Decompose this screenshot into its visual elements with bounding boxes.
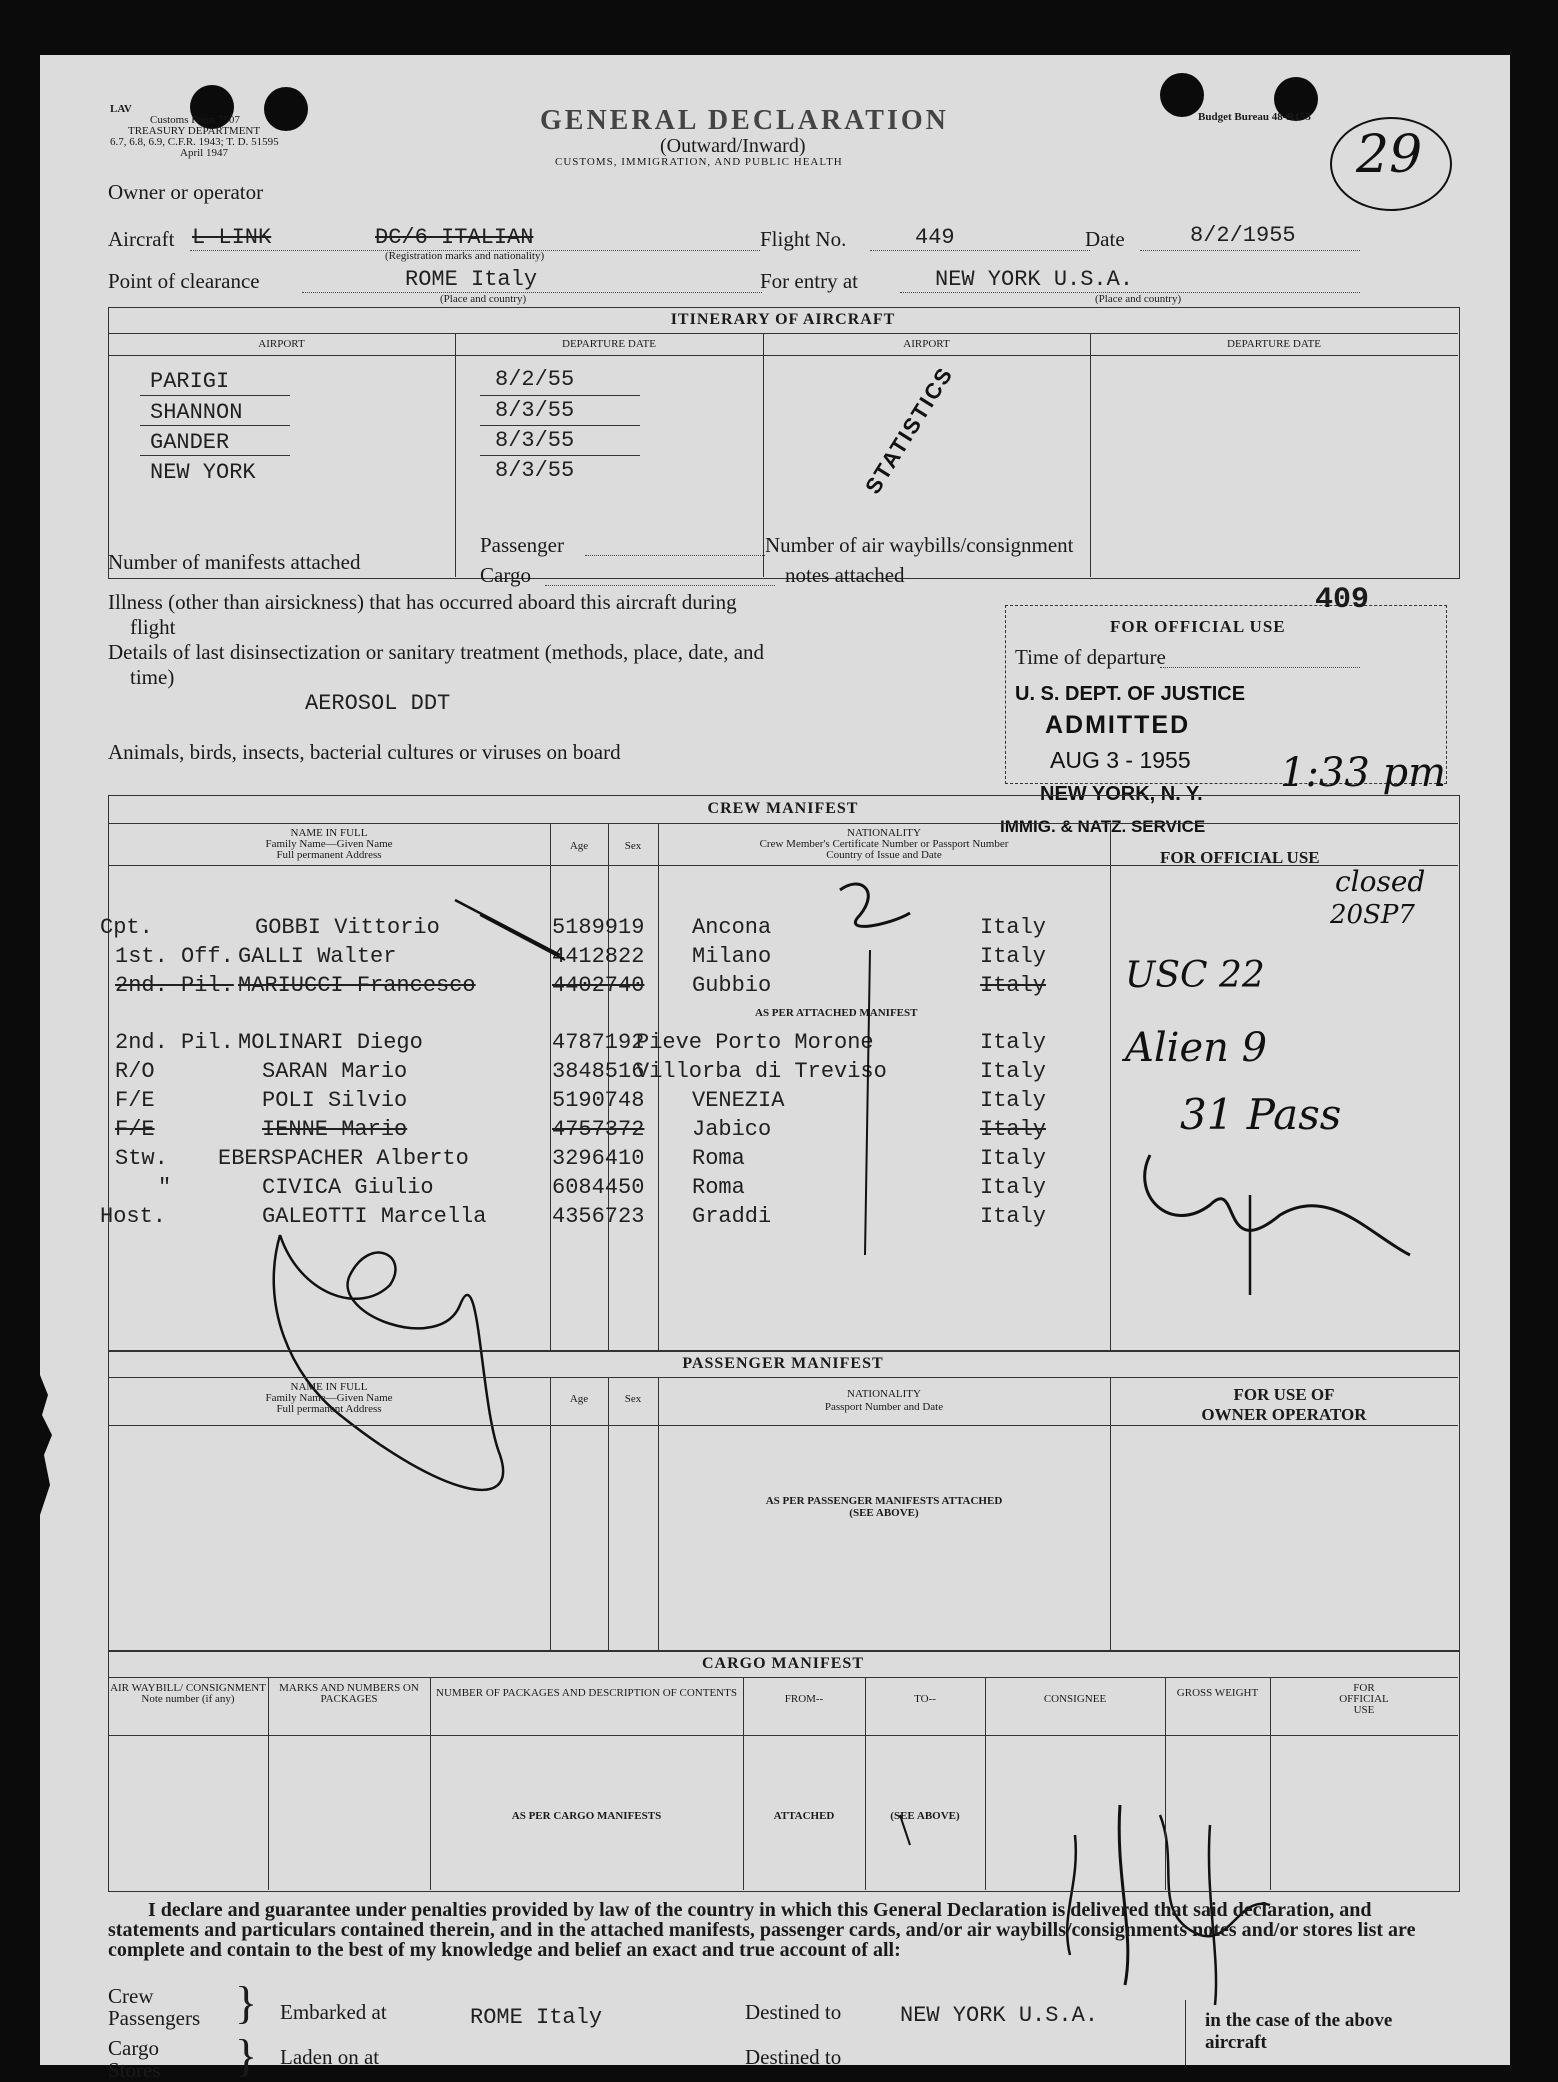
date-label: Date (1085, 227, 1125, 251)
laden-label: Laden on at (280, 2045, 380, 2069)
cargo-header-consignee: CONSIGNEE (1043, 1693, 1107, 1705)
crew-name: CIVICA Giulio (262, 1175, 434, 1200)
clearance-value: ROME Italy (405, 267, 538, 292)
itinerary-header-airport-2: AIRPORT (903, 338, 950, 350)
itinerary-date: 8/3/55 (495, 458, 575, 483)
embarked-value: ROME Italy (470, 2005, 603, 2030)
cargo-header-from: FROM-- (784, 1693, 824, 1705)
circled-number: 29 (1356, 125, 1423, 185)
passenger-header-age: Age (569, 1393, 589, 1405)
declaration-group-labels-2: Cargo Stores (108, 2036, 161, 2082)
crew-number: 4787192 (552, 1030, 645, 1055)
crew-nationality: Italy (980, 944, 1047, 969)
brace-icon: } (235, 1977, 258, 2028)
crew-number: 3848516 (552, 1059, 645, 1084)
disinsect-label: Details of last disinsectization or sanitary treatment (methods, place, date, and (108, 640, 765, 664)
crew-number: 3296410 (552, 1146, 645, 1171)
crew-city: Graddi (692, 1204, 772, 1229)
disinsect-label-2: time) (130, 665, 175, 689)
itinerary-date: 8/2/55 (495, 367, 575, 392)
crew-nationality: Italy (980, 1030, 1047, 1055)
crew-name: MARIUCCI Francesco (238, 973, 476, 998)
brace-icon: } (235, 2030, 258, 2081)
case-text: in the case of the above aircraft (1205, 2010, 1393, 2053)
form-id: Customs Form 7507 TREASURY DEPARTMENT 6.7, 6.8, 6.9, C.F.R. 1943; T. D. 51595 April 1947 (110, 114, 279, 159)
embarked-label: Embarked at (280, 2000, 387, 2024)
stamp-city: NEW YORK, N. Y. (1040, 783, 1203, 805)
owner-label: Owner or operator (108, 180, 264, 204)
crew-city: Villorba di Treviso (636, 1059, 887, 1084)
aircraft-value: L-LINK (192, 225, 272, 250)
crew-role: R/O (115, 1059, 155, 1084)
crew-name: POLI Silvio (262, 1088, 408, 1113)
entry-label: For entry at (760, 269, 858, 293)
passenger-header-nationality: NATIONALITY Passport Number and Date (824, 1388, 944, 1413)
cargo-as-per: AS PER CARGO MANIFESTS (511, 1810, 662, 1822)
hand-note: USC 22 (1125, 955, 1265, 996)
crew-city: Jabico (692, 1117, 772, 1142)
crew-nationality: Italy (980, 1117, 1047, 1142)
crew-city: Roma (692, 1175, 745, 1200)
form-title: GENERAL DECLARATION (540, 105, 949, 136)
cargo-header-weight: GROSS WEIGHT (1176, 1687, 1259, 1699)
form-subtitle: (Outward/Inward) (660, 135, 806, 157)
crew-name: GALEOTTI Marcella (262, 1204, 487, 1229)
itinerary-airport: PARIGI (150, 369, 230, 394)
clearance-label: Point of clearance (108, 269, 260, 293)
crew-number: 5189919 (552, 915, 645, 940)
destined-value: NEW YORK U.S.A. (900, 2003, 1099, 2028)
cargo-header-marks: MARKS AND NUMBERS ON PACKAGES (279, 1682, 419, 1705)
declaration-text: I declare and guarantee under penalties provided by law of the country in which this General Declaration is delivered that said declaration, and statements and particulars contained therein, and in the attached manifests, passenger cards, and/or air waybills/consignments notes and/or stores list are complete and contain to the best of my knowledge and belief an exact and true account of all: (108, 1899, 1416, 1961)
manifests-label: Number of manifests attached (108, 550, 361, 574)
crew-header-official: FOR OFFICIAL USE (1160, 848, 1320, 867)
itinerary-header-date: DEPARTURE DATE (562, 338, 656, 350)
crew-city: Roma (692, 1146, 745, 1171)
crew-nationality: Italy (980, 1204, 1047, 1229)
torn-edge (40, 1375, 80, 1515)
cargo-label: Cargo (480, 563, 531, 587)
itinerary-date: 8/3/55 (495, 428, 575, 453)
crew-title: CREW MANIFEST (707, 800, 859, 817)
aircraft-note: (Registration marks and nationality) (385, 250, 545, 262)
cargo-header-official: FOR OFFICIAL USE (1339, 1682, 1389, 1716)
crew-nationality: Italy (980, 1146, 1047, 1171)
document-page (40, 55, 1510, 2082)
cargo-attached: ATTACHED (773, 1810, 835, 1822)
handwritten-time: 1:33 pm (1280, 750, 1447, 796)
crew-role: Host. (100, 1204, 167, 1229)
crew-number: 4757372 (552, 1117, 645, 1142)
crew-number: 5190748 (552, 1088, 645, 1113)
crew-number: 6084450 (552, 1175, 645, 1200)
hand-note: 31 Pass (1180, 1090, 1342, 1139)
hand-note: closed (1335, 865, 1426, 898)
crew-role: 2nd. Pil. (115, 973, 234, 998)
crew-city: Milano (692, 944, 772, 969)
stamp-date: AUG 3 - 1955 (1050, 747, 1191, 773)
crew-role: F/E (115, 1117, 155, 1142)
crew-name: EBERSPACHER Alberto (218, 1146, 469, 1171)
form-subtitle-2: CUSTOMS, IMMIGRATION, AND PUBLIC HEALTH (555, 156, 843, 168)
crew-number: 4402740 (552, 973, 645, 998)
destined-label-2: Destined to (745, 2045, 842, 2069)
crew-nationality: Italy (980, 1175, 1047, 1200)
crew-name: GALLI Walter (238, 944, 397, 969)
cargo-see-above: (SEE ABOVE) (890, 1810, 960, 1822)
crew-nationality: Italy (980, 1088, 1047, 1113)
illness-label: Illness (other than airsickness) that has occurred aboard this aircraft during (108, 590, 737, 614)
crew-role: " (158, 1175, 172, 1200)
passenger-header-owner: FOR USE OF OWNER OPERATOR (1201, 1385, 1367, 1424)
cargo-header-to: TO-- (914, 1693, 936, 1705)
crew-name: MOLINARI Diego (238, 1030, 423, 1055)
notes-attached-label: notes attached (785, 563, 905, 587)
entry-value: NEW YORK U.S.A. (935, 267, 1134, 292)
passenger-title: PASSENGER MANIFEST (682, 1355, 884, 1372)
official-title: FOR OFFICIAL USE (1110, 617, 1286, 636)
crew-name: GOBBI Vittorio (255, 915, 440, 940)
crew-city: Gubbio (692, 973, 772, 998)
crew-as-per: AS PER ATTACHED MANIFEST (755, 1007, 918, 1019)
itinerary-date: 8/3/55 (495, 398, 575, 423)
itinerary-airport: NEW YORK (150, 460, 256, 485)
stamp-admitted: ADMITTED (1045, 711, 1191, 739)
crew-number: 4356723 (552, 1204, 645, 1229)
destined-label: Destined to (745, 2000, 842, 2024)
stamp-service: IMMIG. & NATZ. SERVICE (1000, 817, 1206, 836)
crew-role: 2nd. Pil. (115, 1030, 234, 1055)
hand-note: Alien 9 (1125, 1025, 1268, 1071)
crew-city: VENEZIA (692, 1088, 785, 1113)
crew-nationality: Italy (980, 1059, 1047, 1084)
declaration-group-labels: Crew Passengers (108, 1984, 201, 2030)
crew-header-age: Age (569, 840, 589, 852)
cargo-title: CARGO MANIFEST (701, 1655, 864, 1672)
official-number: 409 (1315, 583, 1370, 617)
itinerary-header-date-2: DEPARTURE DATE (1227, 338, 1321, 350)
crew-city: Ancona (692, 915, 772, 940)
crew-name: IENNE Mario (262, 1117, 408, 1142)
passenger-label: Passenger (480, 533, 564, 557)
itinerary-airport: SHANNON (150, 400, 243, 425)
crew-nationality: Italy (980, 973, 1047, 998)
illness-label-2: flight (130, 615, 176, 639)
departure-label: Time of departure (1015, 645, 1166, 669)
crew-role: Stw. (115, 1146, 168, 1171)
crew-role: 1st. Off. (115, 944, 234, 969)
waybills-label: Number of air waybills/consignment (765, 533, 1074, 557)
statistics-stamp: STATISTICS (860, 361, 959, 499)
crew-nationality: Italy (980, 915, 1047, 940)
animals-label: Animals, birds, insects, bacterial cultures or viruses on board (108, 740, 621, 764)
crew-header-sex: Sex (624, 840, 642, 852)
hand-note: 20SP7 (1330, 900, 1415, 930)
itinerary-airport: GANDER (150, 430, 230, 455)
itinerary-header-airport: AIRPORT (258, 338, 305, 350)
crew-header-nationality: NATIONALITY Crew Member's Certificate Number or Passport Number Country of Issue and Date (759, 827, 1009, 861)
crew-header-name: NAME IN FULL Family Name—Given Name Full permanent Address (265, 827, 393, 861)
itinerary-title: ITINERARY OF AIRCRAFT (670, 311, 896, 328)
crew-number: 4412822 (552, 944, 645, 969)
form-code: LAV (110, 103, 132, 115)
date-value: 8/2/1955 (1190, 223, 1296, 248)
aircraft-label: Aircraft (108, 227, 175, 251)
stamp-justice: U. S. DEPT. OF JUSTICE (1015, 683, 1246, 705)
clearance-note: (Place and country) (440, 293, 527, 305)
crew-role: F/E (115, 1088, 155, 1113)
flight-value: 449 (915, 225, 955, 250)
crew-role: Cpt. (100, 915, 153, 940)
entry-note: (Place and country) (1095, 293, 1182, 305)
disinsect-value: AEROSOL DDT (305, 691, 451, 716)
cargo-header-waybill: AIR WAYBILL/ CONSIGNMENT Note number (if any) (110, 1682, 266, 1705)
passenger-header-name: NAME IN FULL Family Name—Given Name Full permanent Address (265, 1381, 393, 1415)
cargo-header-packages: NUMBER OF PACKAGES AND DESCRIPTION OF CONTENTS (436, 1687, 737, 1699)
aircraft-type: DC/6 ITALIAN (375, 225, 534, 250)
flight-label: Flight No. (760, 227, 847, 251)
crew-city: Pieve Porto Morone (636, 1030, 874, 1055)
crew-name: SARAN Mario (262, 1059, 408, 1084)
passenger-as-per: AS PER PASSENGER MANIFESTS ATTACHED (SEE ABOVE) (765, 1495, 1003, 1519)
passenger-header-sex: Sex (624, 1393, 642, 1405)
budget-number: Budget Bureau 48-R153 (1198, 111, 1311, 123)
